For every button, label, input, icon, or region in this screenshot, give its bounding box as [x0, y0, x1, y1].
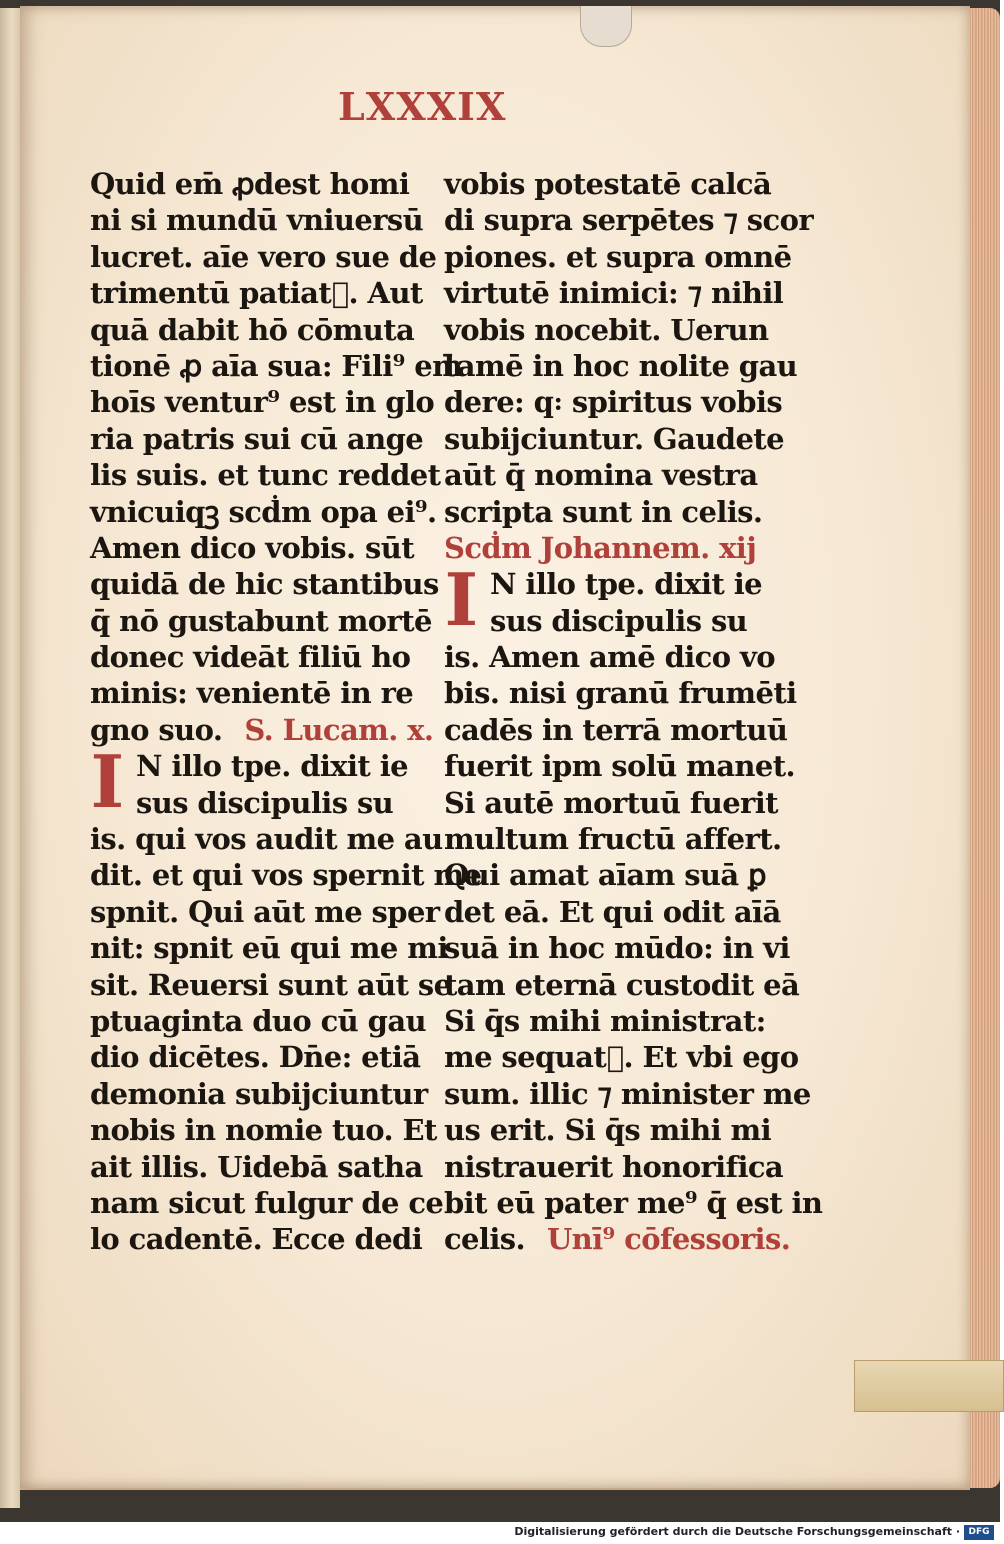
text-line [90, 166, 420, 202]
line-text: aūt q̄ nomina vestra [444, 458, 758, 493]
text-line [444, 967, 800, 1003]
line-text: sus discipulis su [490, 603, 748, 638]
text-line [444, 712, 788, 748]
text-line [90, 821, 443, 857]
text-line [444, 675, 797, 711]
rubric-heading: Scḋm Johannem. xij [444, 530, 757, 565]
line-text: minis: venientē in re [90, 676, 414, 711]
text-line [90, 202, 424, 238]
line-text: nam sicut fulgur de ce [90, 1185, 444, 1220]
line-text: sum. illic ⁊ minister me [444, 1076, 811, 1111]
text-line [90, 566, 439, 602]
line-text: tamē in hoc nolite gau [444, 348, 798, 383]
text-line [444, 821, 782, 857]
text-line [90, 675, 420, 711]
text-line [444, 530, 774, 566]
text-line [444, 312, 774, 348]
line-text: me sequat᷑. Et vbi ego [444, 1040, 799, 1075]
line-text: di supra serpētes ⁊ scor [444, 203, 814, 238]
text-line [444, 603, 774, 639]
line-text: dio dicētes. Dn̄e: etiā [90, 1040, 421, 1075]
footer-bar [0, 1522, 1000, 1544]
line-text: N illo tpe. dixit ie [136, 749, 408, 784]
left-text-column [90, 166, 482, 1258]
text-line [90, 1185, 444, 1221]
text-line [444, 894, 781, 930]
line-text: celis. [444, 1222, 525, 1257]
line-text: piones. et supra omnē [444, 239, 792, 274]
line-text: Quid em̄ ꝓdest homi [90, 167, 410, 201]
rubricated-initial: I [444, 557, 478, 643]
text-line [90, 639, 420, 675]
line-text: Si autē mortuū fuerit [444, 785, 778, 820]
text-line [444, 639, 774, 675]
text-line [444, 202, 814, 238]
text-line [444, 348, 798, 384]
text-line [444, 857, 774, 893]
text-line [90, 348, 463, 384]
line-text: ait illis. Uidebā satha [90, 1149, 423, 1184]
text-line [90, 530, 420, 566]
line-text: donec videāt filiū ho [90, 640, 411, 675]
text-line [90, 457, 441, 493]
text-line [90, 1039, 420, 1075]
line-text: is. Amen amē dico vo [444, 640, 775, 675]
line-text: suā in hoc mūdo: in vi [444, 931, 790, 966]
line-text: ptuaginta duo cū gau [90, 1003, 427, 1038]
line-text: vnicuiqꝫ scḋm opa ei⁹. [90, 494, 437, 529]
line-text: subijciuntur. Gaudete [444, 421, 784, 456]
text-line [444, 1039, 799, 1075]
text-line [90, 384, 435, 420]
line-text: nistrauerit honorifica [444, 1149, 784, 1184]
text-line [444, 930, 790, 966]
line-text: gno suo. [90, 712, 223, 747]
line-text: lucret. aīe vero sue de [90, 239, 437, 274]
text-line [90, 712, 434, 748]
line-text: demonia subijciuntur [90, 1076, 428, 1111]
text-line [90, 894, 440, 930]
footer-credit: Digitalisierung gefördert durch die Deutsche Forschungsgemeinschaft · [514, 1525, 960, 1538]
line-text: lo cadentē. Ecce dedi [90, 1222, 423, 1257]
text-line [90, 603, 432, 639]
line-text: us erit. Si q̄s mihi mi [444, 1113, 771, 1148]
rubric-heading: S. Lucam. x. [244, 712, 434, 747]
line-text: tam eternā custodit eā [444, 967, 800, 1002]
text-line [444, 1185, 823, 1221]
text-line [90, 1076, 428, 1112]
line-text: cadēs in terrā mortuū [444, 712, 788, 747]
text-line [444, 239, 792, 275]
line-text: nobis in nomie tuo. Et [90, 1113, 437, 1148]
line-text: hoīs ventur⁹ est in glo [90, 385, 435, 420]
text-line [90, 1112, 437, 1148]
text-line [444, 384, 783, 420]
line-text: dere: q꞉ spiritus vobis [444, 385, 783, 420]
text-line [90, 1149, 423, 1185]
text-line [444, 1149, 784, 1185]
line-text: sit. Reuersi sunt aūt se [90, 967, 452, 1002]
line-text: sus discipulis su [136, 785, 394, 820]
line-text: det eā. Et qui odit aīā [444, 894, 781, 929]
page-clip [580, 6, 632, 47]
text-line [90, 421, 424, 457]
dfg-logo: DFG [964, 1525, 994, 1540]
line-text: Qui amat aīam suā ꝑ [444, 858, 766, 893]
text-line [90, 857, 482, 893]
line-text: multum fructū affert. [444, 822, 782, 857]
text-line [444, 166, 774, 202]
text-line [90, 930, 448, 966]
text-line [90, 785, 420, 821]
text-line [90, 312, 420, 348]
line-text: fuerit ipm solū manet. [444, 749, 796, 784]
line-text: lis suis. et tunc reddet [90, 458, 441, 493]
text-line [90, 494, 437, 530]
text-line [90, 1003, 427, 1039]
rubric-heading: Unī⁹ cōfessoris. [546, 1222, 791, 1257]
line-text: spnit. Qui aūt me sper [90, 894, 440, 929]
line-text: virtutē inimici: ⁊ nihil [444, 276, 784, 311]
text-line [444, 1076, 811, 1112]
text-line [444, 748, 796, 784]
text-line [444, 1112, 774, 1148]
text-line [444, 457, 774, 493]
paper-tab [854, 1360, 1004, 1412]
line-text: N illo tpe. dixit ie [490, 567, 762, 602]
text-line [444, 1221, 791, 1257]
text-line [444, 275, 784, 311]
text-line [444, 421, 784, 457]
text-line [90, 275, 423, 311]
line-text: scripta sunt in celis. [444, 494, 763, 529]
text-line [90, 1221, 423, 1257]
text-line [90, 967, 452, 1003]
text-line [444, 494, 774, 530]
line-text: trimentū patiat᷑. Aut [90, 276, 423, 311]
line-text: nit: spnit eū qui me mi [90, 931, 448, 966]
text-line [90, 239, 437, 275]
line-text: dit. et qui vos spernit me [90, 858, 482, 893]
facing-page-edge [0, 8, 20, 1508]
right-text-column [444, 166, 823, 1258]
text-line [444, 785, 778, 821]
line-text: ni si mundū vniuersū [90, 203, 424, 238]
folio-number: LXXXIX [338, 84, 507, 129]
line-text: vobis potestatē calcā [444, 167, 772, 201]
line-text: bis. nisi granū frumēti [444, 676, 797, 711]
line-text: bit eū pater me⁹ q̄ est in [444, 1185, 823, 1220]
line-text: q̄ nō gustabunt mortē [90, 603, 432, 638]
line-text: vobis nocebit. Uerun [444, 312, 769, 347]
line-text: ria patris sui cū ange [90, 421, 424, 456]
line-text: quidā de hic stantibus [90, 567, 439, 602]
line-text: quā dabit hō cōmuta [90, 312, 415, 347]
line-text: is. qui vos audit me au [90, 822, 443, 857]
line-text: tionē ꝓ aīa sua: Fili⁹ em̄ [90, 348, 463, 383]
line-text: Si q̄s mihi ministrat: [444, 1003, 766, 1038]
rubricated-initial: I [90, 739, 124, 825]
line-text: Amen dico vobis. sūt [90, 530, 415, 565]
text-line [444, 1003, 774, 1039]
